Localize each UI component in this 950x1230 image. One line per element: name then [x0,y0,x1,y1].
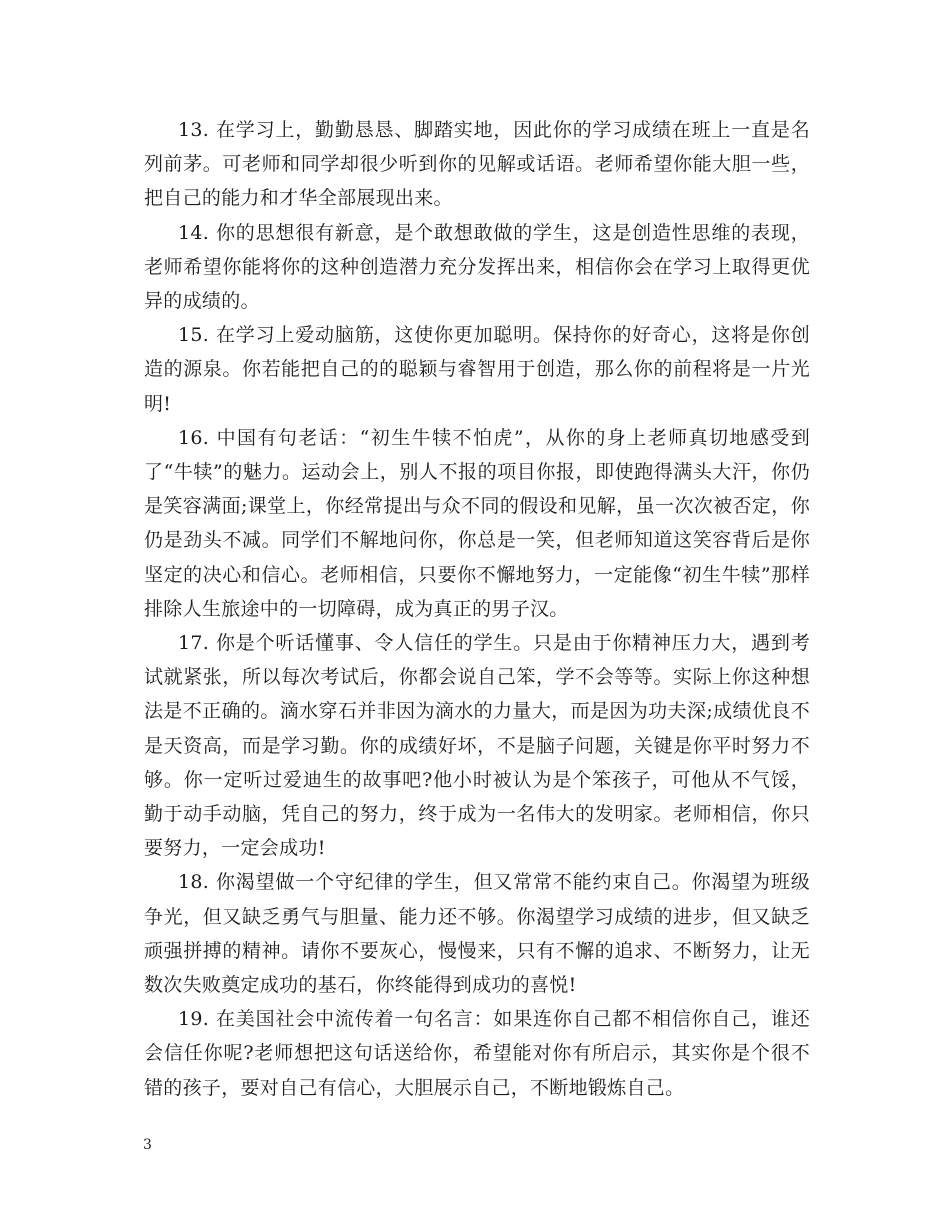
paragraph-14: 14. 你的思想很有新意，是个敢想敢做的学生，这是创造性思维的表现，老师希望你能将你的这种创造潜力充分发挥出来，相信你会在学习上取得更优异的成绩的。 [144,221,810,313]
paragraph-17: 17. 你是个听话懂事、令人信任的学生。只是由于你精神压力大，遇到考试就紧张，所以每次考试后，你都会说自己笨，学不会等等。实际上你这种想法是不正确的。滴水穿石并非因为滴水的力量大，而是因为功夫深;成绩优良不是天资高，而是学习勤。你的成绩好坏，不是脑子问题，关键是你平时努力不够。你一定听过爱迪生的故事吧?他小时被认为是个笨孩子，可他从不气馁，勤于动手动脑，凭自己的努力，终于成为一名伟大的发明家。老师相信，你只要努力，一定会成功! [144,632,810,860]
document-body [144,113,810,1105]
paragraph-16: 16. 中国有句老话：“初生牛犊不怕虎”，从你的身上老师真切地感受到了“牛犊”的魅力。运动会上，别人不报的项目你报，即使跑得满头大汗，你仍是笑容满面;课堂上，你经常提出与众不同的假设和见解，虽一次次被否定，你仍是劲头不减。同学们不解地问你，你总是一笑，但老师知道这笑容背后是你坚定的决心和信心。老师相信，只要你不懈地努力，一定能像“初生牛犊”那样排除人生旅途中的一切障碍，成为真正的男子汉。 [144,426,810,620]
page-number: 3 [143,1137,152,1153]
paragraph-13: 13. 在学习上，勤勤恳恳、脚踏实地，因此你的学习成绩在班上一直是名列前茅。可老师和同学却很少听到你的见解或话语。老师希望你能大胆一些，把自己的能力和才华全部展现出来。 [144,119,810,210]
paragraph-15: 15. 在学习上爱动脑筋，这使你更加聪明。保持你的好奇心，这将是你创造的源泉。你若能把自己的的聪颖与睿智用于创造，那么你的前程将是一片光明! [144,324,810,415]
paragraph-19: 19. 在美国社会中流传着一句名言：如果连你自己都不相信你自己，谁还会信任你呢?老师想把这句话送给你，希望能对你有所启示，其实你是个很不错的孩子，要对自己有信心，大胆展示自己，不断地锻炼自己。 [144,1008,810,1099]
paragraph-18: 18. 你渴望做一个守纪律的学生，但又常常不能约束自己。你渴望为班级争光，但又缺乏勇气与胆量、能力还不够。你渴望学习成绩的进步，但又缺乏顽强拼搏的精神。请你不要灰心，慢慢来，只有不懈的追求、不断努力，让无数次失败奠定成功的基石，你终能得到成功的喜悦! [144,871,810,997]
